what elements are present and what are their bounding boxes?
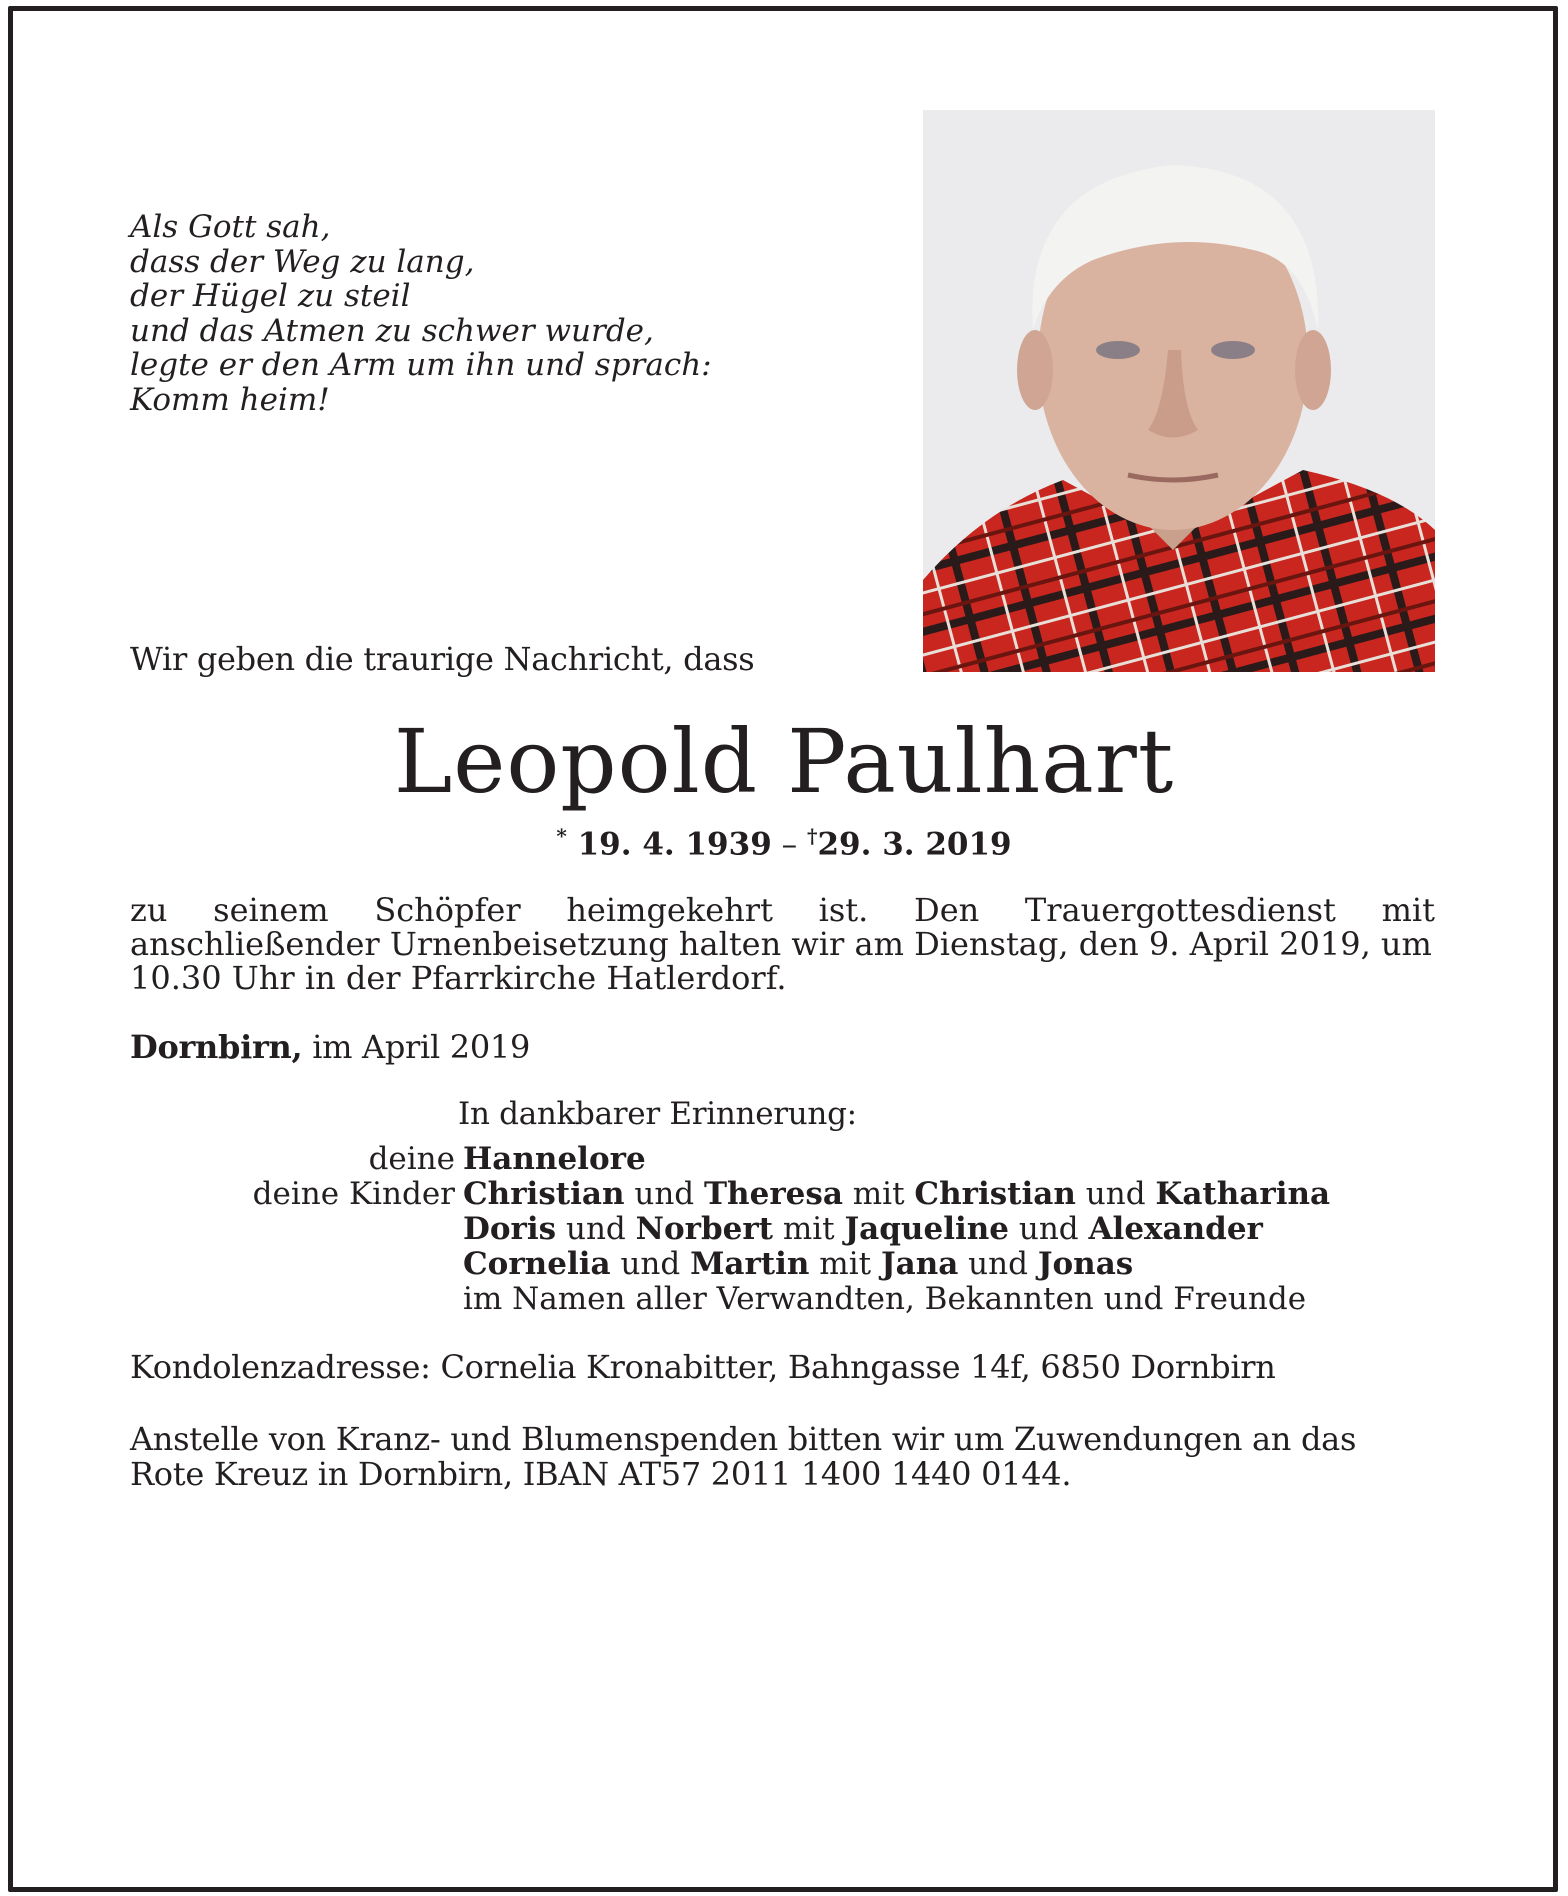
family-closing: im Namen aller Verwandten, Bekannten und Freunde bbox=[463, 1281, 1307, 1317]
announcement-text: zu seinem Schöpfer heimgekehrt ist. Den Trauergottesdienst mit anschließender Urnenbeisetzung halten wir am Dienstag, den 9. April 2019, um bbox=[130, 891, 1435, 963]
connector: und bbox=[958, 1246, 1038, 1282]
family-name: Theresa bbox=[703, 1176, 843, 1212]
donation-line: Rote Kreuz in Dornbirn, IBAN AT57 2011 1400 1440 0144. bbox=[130, 1455, 1072, 1493]
death-symbol: † bbox=[807, 824, 818, 848]
family-line bbox=[463, 1212, 1263, 1247]
poem-line: legte er den Arm um ihn und sprach: bbox=[130, 347, 712, 384]
poem-line: der Hügel zu steil bbox=[130, 278, 411, 315]
family-name: Christian bbox=[914, 1176, 1076, 1212]
poem-line: dass der Weg zu lang, bbox=[130, 243, 475, 280]
portrait-photo bbox=[923, 110, 1435, 672]
announcement-last-line: 10.30 Uhr in der Pfarrkirche Hatlerdorf. bbox=[130, 959, 787, 997]
condolence-address: Kondolenzadresse: Cornelia Kronabitter, Bahngasse 14f, 6850 Dornbirn bbox=[130, 1348, 1276, 1386]
connector: und bbox=[610, 1246, 691, 1282]
place: Dornbirn, bbox=[130, 1028, 303, 1066]
connector: und bbox=[556, 1211, 636, 1247]
family-list bbox=[130, 1142, 1450, 1317]
connector: und bbox=[1009, 1211, 1089, 1247]
deceased-name: Leopold Paulhart bbox=[393, 710, 1175, 813]
connector: mit bbox=[842, 1176, 915, 1212]
family-name: Doris bbox=[463, 1211, 557, 1247]
connector: mit bbox=[773, 1211, 845, 1247]
connector: und bbox=[624, 1176, 704, 1212]
poem-line: Komm heim! bbox=[130, 381, 330, 418]
announcement bbox=[130, 893, 1435, 995]
family-name: Jaqueline bbox=[844, 1211, 1010, 1247]
family-name: Norbert bbox=[635, 1211, 774, 1247]
donation-line: Anstelle von Kranz- und Blumenspenden bitten wir um Zuwendungen an das bbox=[130, 1420, 1357, 1458]
life-dates bbox=[0, 824, 1568, 862]
family-name: Jana bbox=[880, 1246, 959, 1282]
date-text: im April 2019 bbox=[302, 1028, 531, 1066]
family-name: Martin bbox=[690, 1246, 810, 1282]
memory-heading: In dankbarer Erinnerung: bbox=[458, 1096, 857, 1132]
death-date: 29. 3. 2019 bbox=[817, 826, 1012, 863]
poem-line: und das Atmen zu schwer wurde, bbox=[130, 312, 654, 349]
birth-date: 19. 4. 1939 bbox=[577, 826, 772, 863]
family-name: Jonas bbox=[1037, 1246, 1134, 1282]
connector: mit bbox=[809, 1246, 881, 1282]
children-label: deine Kinder bbox=[252, 1176, 455, 1212]
family-name: Alexander bbox=[1088, 1211, 1263, 1247]
intro-text: Wir geben die traurige Nachricht, dass bbox=[130, 640, 755, 678]
family-name: Cornelia bbox=[463, 1246, 611, 1282]
place-date bbox=[130, 1030, 530, 1065]
spouse-label: deine bbox=[368, 1141, 455, 1177]
connector: und bbox=[1075, 1176, 1156, 1212]
date-separator: – bbox=[771, 826, 807, 863]
family-name: Katharina bbox=[1155, 1176, 1331, 1212]
poem-line: Als Gott sah, bbox=[130, 209, 331, 245]
family-line bbox=[463, 1247, 1133, 1282]
birth-symbol: * bbox=[556, 824, 567, 848]
family-name: Christian bbox=[463, 1176, 625, 1212]
spouse-name: Hannelore bbox=[463, 1141, 646, 1177]
family-line bbox=[463, 1177, 1330, 1212]
poem bbox=[130, 210, 712, 418]
